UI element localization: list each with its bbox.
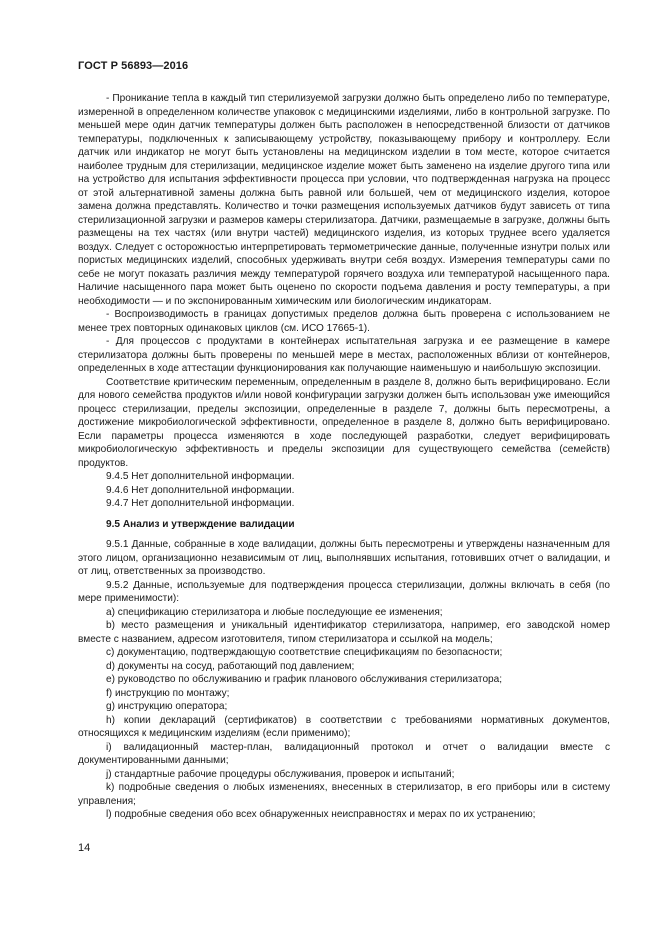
list-item-i: i) валидационный мастер-план, валидационный протокол и отчет о валидации вместе с документированными данными; [78, 741, 610, 766]
paragraph-reproducibility: - Воспроизводимость в границах допустимых пределов должна быть проверена с использованием не менее трех повторных одинаковых циклов (см. ИСО 17665-1). [78, 309, 610, 334]
list-item-a: a) спецификацию стерилизатора и любые последующие ее изменения; [106, 606, 443, 618]
list-item-k: k) подробные сведения о любых изменениях, внесенных в стерилизатор, в его приборы или в систему управления; [78, 782, 610, 807]
list-item-g: g) инструкцию оператора; [106, 701, 228, 712]
paragraph-critical-variables: Соответствие критическим переменным, определенным в разделе 8, должно быть верифицировано. Если для нового семейства продуктов и/или новой конфигурации загрузки должен быть использован уже имеющийся процесс стерилизации, пределы экспозиции, определенные в разделе 7, должны быть пересмотрены, а достижение микробиологической эффективности, определенное в разделе 8, должно быть верифицировано. Если параметры процесса изменяются в ходе последующей разработки, следует верифицировать микробиологическую эффективность и пределы экспозиции для существующего семейства (семейств) продуктов. [78, 376, 610, 469]
standard-code-header: ГОСТ Р 56893—2016 [78, 60, 189, 72]
list-item-f: f) инструкцию по монтажу; [106, 687, 230, 699]
list-item-e: e) руководство по обслуживанию и график планового обслуживания стерилизатора; [106, 674, 503, 685]
list-item-j: j) стандартные рабочие процедуры обслуживания, проверок и испытаний; [106, 768, 455, 780]
paragraph-containers: - Для процессов с продуктами в контейнерах испытательная загрузка и ее размещение в камере стерилизатора должны быть проверены по меньшей мере в местах, расположенных вблизи от контейнеров, определенных в ходе аттестации функционирования как получающие наименьшую и наибольшую экспозиции. [78, 336, 610, 374]
paragraph-9-5-1: 9.5.1 Данные, собранные в ходе валидации, должны быть пересмотрены и утверждены назначенным для этого лицом, организационно независимым от лиц, выполнявших испытания, готовивших отчет о валидации, и от лиц, ответственных за производство. [78, 539, 610, 577]
list-item-l: l) подробные сведения обо всех обнаруженных неисправностях и мерах по их устранению; [106, 809, 536, 820]
paragraph-heat-penetration: - Проникание тепла в каждый тип стерилизуемой загрузки должно быть определено либо по температуре, измеренной в определенном количестве упаковок с медицинскими изделиями, либо в контрольной загрузке. По меньшей мере один датчик температуры должен быть расположен в непосредственной близости от датчиков температуры, подключенных к записывающему устройству, показывающему прибору и контроллеру. Если датчик или индикатор не могут быть установлены на медицинском изделии в том месте, которое считается наиболее трудным для стерилизации, медицинское изделие может быть заменено на изделие другого типа или на устройство для испытания эффективности процесса при условии, что подтвержденная нагрузка на процесс от этой альтернативной замены должна быть равной или большей, чем от медицинского изделия, которое замена должна представлять. Количество и точки размещения используемых датчиков будут зависеть от типа стерилизационной загрузки и размеров камеры стерилизатора. Датчики, размещаемые в загрузке, должны быть размещены на тех частях (или внутри частей) медицинского изделия, из которых труднее всего удаляется воздух. Следует с осторожностью интерпретировать термометрические данные, полученные изнутри полых или пористых медицинских изделий, способных удерживать внутри себя воздух. Измерения температуры сами по себе не могут показать различия между температурой горячего воздуха или температурой насыщенного пара. Наличие насыщенного пара может быть оценено по скорости подъема давления и росту температуры, а при необходимости — и по экспонированным химическим или биологическим индикаторам. [78, 93, 610, 307]
list-item-c: c) документацию, подтверждающую соответствие спецификациям по безопасности; [106, 647, 503, 658]
section-heading: 9.5 Анализ и утверждение валидации [106, 518, 295, 530]
list-item-d: d) документы на сосуд, работающий под давлением; [106, 660, 355, 672]
page-number: 14 [78, 842, 91, 854]
paragraph-9-5-2: 9.5.2 Данные, используемые для подтверждения процесса стерилизации, должны включать в себя (по мере применимости): [78, 579, 610, 604]
paragraph-9-4-5: 9.4.5 Нет дополнительной информации. [106, 471, 295, 482]
paragraph-9-4-7: 9.4.7 Нет дополнительной информации. [106, 498, 295, 509]
paragraph-9-4-6: 9.4.6 Нет дополнительной информации. [106, 484, 295, 496]
body-text [78, 92, 610, 822]
list-item-h: h) копии деклараций (сертификатов) в соответствии с требованиями нормативных документов, относящихся к медицинским изделиям (если применимо); [78, 714, 610, 739]
list-item-b: b) место размещения и уникальный идентификатор стерилизатора, например, его заводской номер вместе с названием, адресом изготовителя, типом стерилизатора и ссылкой на модель; [78, 620, 610, 645]
